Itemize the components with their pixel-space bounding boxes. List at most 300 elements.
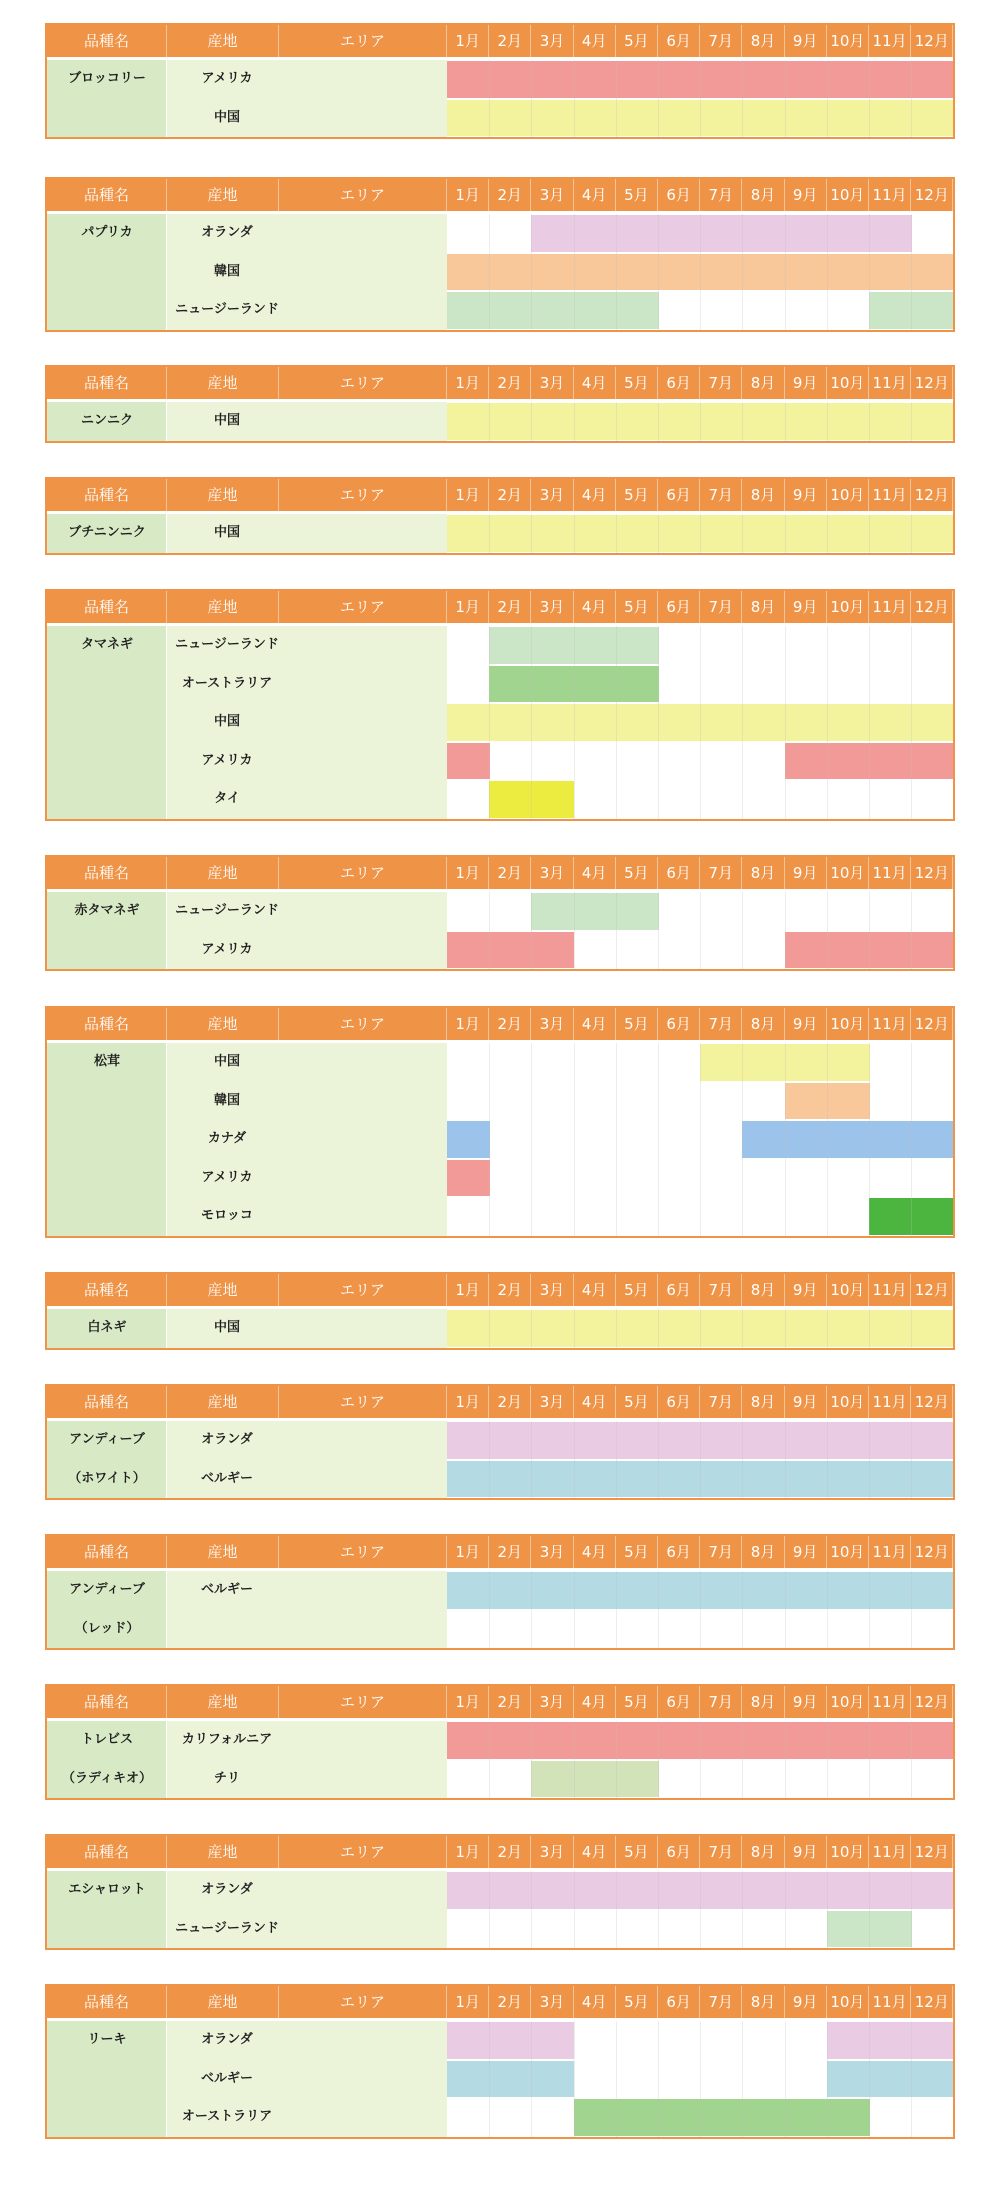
header-month: 7月 xyxy=(700,1986,742,2018)
header-month: 7月 xyxy=(700,591,742,623)
header-month: 6月 xyxy=(658,857,700,889)
availability-cell xyxy=(489,403,532,440)
month-divider xyxy=(827,1421,828,1500)
month-divider xyxy=(489,1309,490,1350)
availability-cell xyxy=(531,2061,574,2098)
month-divider xyxy=(574,2021,575,2139)
header-month: 2月 xyxy=(489,367,531,399)
month-divider xyxy=(616,2021,617,2139)
month-divider xyxy=(742,214,743,332)
availability-cell xyxy=(658,1422,701,1459)
table-header xyxy=(47,1386,953,1418)
availability-cell xyxy=(531,1761,574,1798)
availability-cell xyxy=(869,704,912,741)
month-divider xyxy=(658,402,659,443)
availability-cell xyxy=(911,1572,954,1609)
header-month: 10月 xyxy=(827,1008,869,1040)
origin-label: 中国 xyxy=(213,413,240,428)
availability-cell xyxy=(531,215,574,252)
availability-cell xyxy=(869,1310,912,1347)
header-month: 11月 xyxy=(869,1686,911,1718)
month-divider xyxy=(658,1871,659,1950)
origin-label: 中国 xyxy=(213,109,240,125)
header-month: 6月 xyxy=(658,479,700,511)
availability-cell xyxy=(785,1572,828,1609)
header-month: 4月 xyxy=(574,1274,616,1306)
month-divider xyxy=(785,1421,786,1500)
availability-cell xyxy=(827,2022,870,2059)
availability-cell xyxy=(574,100,617,137)
header-month: 2月 xyxy=(489,25,531,57)
availability-cell xyxy=(616,893,659,930)
month-divider xyxy=(911,626,912,821)
header-name: 品種名 xyxy=(47,1536,167,1568)
header-origin: 産地 xyxy=(167,1986,279,2018)
header-month: 9月 xyxy=(785,1986,827,2018)
header-month: 5月 xyxy=(616,367,658,399)
availability-cell xyxy=(658,515,701,552)
header-month: 5月 xyxy=(616,1386,658,1418)
availability-cell xyxy=(827,1422,870,1459)
month-divider xyxy=(785,1309,786,1350)
availability-cell xyxy=(911,704,954,741)
availability-cell xyxy=(700,515,743,552)
month-divider xyxy=(869,1309,870,1350)
header-area: エリア xyxy=(279,1008,447,1040)
header-month: 12月 xyxy=(911,1536,953,1568)
availability-cell xyxy=(489,1572,532,1609)
header-month: 5月 xyxy=(616,179,658,211)
availability-cell xyxy=(489,254,532,291)
header-month: 12月 xyxy=(911,591,953,623)
header-month: 1月 xyxy=(447,1386,489,1418)
availability-cell xyxy=(447,1722,490,1759)
month-divider xyxy=(700,2021,701,2139)
header-area: エリア xyxy=(279,591,447,623)
product-name: タマネギ xyxy=(80,637,133,652)
header-name: 品種名 xyxy=(47,1686,167,1718)
header-origin: 産地 xyxy=(167,1836,279,1868)
availability-cell xyxy=(700,1872,743,1909)
origin-label: 中国 xyxy=(213,1054,240,1069)
month-divider xyxy=(827,626,828,821)
availability-cell xyxy=(489,2061,532,2098)
availability-cell xyxy=(742,403,785,440)
header-name: 品種名 xyxy=(47,1986,167,2018)
month-divider xyxy=(574,626,575,821)
availability-cell xyxy=(489,2022,532,2059)
header-origin: 産地 xyxy=(167,1686,279,1718)
month-divider xyxy=(531,2021,532,2139)
availability-cell xyxy=(616,254,659,291)
header-month: 12月 xyxy=(911,479,953,511)
header-month: 12月 xyxy=(911,1274,953,1306)
header-area: エリア xyxy=(279,479,447,511)
header-month: 8月 xyxy=(742,1386,784,1418)
header-month: 3月 xyxy=(531,1686,573,1718)
availability-cell xyxy=(700,403,743,440)
header-month: 9月 xyxy=(785,857,827,889)
month-divider xyxy=(658,1421,659,1500)
header-month: 10月 xyxy=(827,479,869,511)
month-divider xyxy=(700,892,701,971)
availability-cell xyxy=(827,1044,870,1081)
availability-cell xyxy=(531,1572,574,1609)
availability-cell xyxy=(574,292,617,329)
header-area: エリア xyxy=(279,1536,447,1568)
header-month: 4月 xyxy=(574,1986,616,2018)
header-month: 2月 xyxy=(489,479,531,511)
header-month: 5月 xyxy=(616,1686,658,1718)
month-divider xyxy=(742,402,743,443)
availability-table xyxy=(45,1006,955,1238)
month-divider xyxy=(574,1871,575,1950)
availability-cell xyxy=(658,61,701,98)
month-divider xyxy=(489,1043,490,1238)
month-divider xyxy=(827,214,828,332)
header-month: 6月 xyxy=(658,1836,700,1868)
availability-cell xyxy=(531,1872,574,1909)
month-divider xyxy=(700,1571,701,1650)
header-month: 6月 xyxy=(658,1008,700,1040)
origin-label: アメリカ xyxy=(201,941,253,957)
availability-cell xyxy=(742,1310,785,1347)
availability-cell xyxy=(869,1198,912,1235)
availability-cell xyxy=(531,61,574,98)
month-divider xyxy=(489,60,490,139)
header-month: 5月 xyxy=(616,1274,658,1306)
header-month: 8月 xyxy=(742,1686,784,1718)
month-divider xyxy=(531,626,532,821)
availability-cell xyxy=(531,1722,574,1759)
header-month: 10月 xyxy=(827,1836,869,1868)
header-month: 3月 xyxy=(531,1986,573,2018)
availability-cell xyxy=(531,1422,574,1459)
availability-cell xyxy=(785,215,828,252)
header-month: 9月 xyxy=(785,1536,827,1568)
month-divider xyxy=(785,1571,786,1650)
availability-table xyxy=(45,1384,955,1500)
header-month: 7月 xyxy=(700,25,742,57)
availability-cell xyxy=(827,1083,870,1120)
header-month: 1月 xyxy=(447,1836,489,1868)
availability-cell xyxy=(911,1310,954,1347)
header-month: 4月 xyxy=(574,1836,616,1868)
availability-cell xyxy=(574,893,617,930)
availability-cell xyxy=(742,2099,785,2136)
header-month: 11月 xyxy=(869,591,911,623)
header-month: 9月 xyxy=(785,1274,827,1306)
availability-cell xyxy=(574,1761,617,1798)
header-month: 9月 xyxy=(785,1686,827,1718)
header-month: 12月 xyxy=(911,1986,953,2018)
header-month: 10月 xyxy=(827,1536,869,1568)
availability-cell xyxy=(827,932,870,969)
availability-cell xyxy=(531,254,574,291)
header-month: 5月 xyxy=(616,1008,658,1040)
availability-table xyxy=(45,589,955,821)
availability-cell xyxy=(489,1310,532,1347)
month-divider xyxy=(742,1871,743,1950)
header-month: 6月 xyxy=(658,1274,700,1306)
month-divider xyxy=(489,402,490,443)
availability-cell xyxy=(700,61,743,98)
availability-cell xyxy=(447,100,490,137)
header-month: 5月 xyxy=(616,1986,658,2018)
month-divider xyxy=(489,1721,490,1800)
availability-cell xyxy=(700,1310,743,1347)
availability-cell xyxy=(700,704,743,741)
availability-cell xyxy=(869,1911,912,1948)
month-divider xyxy=(911,514,912,555)
header-month: 10月 xyxy=(827,1986,869,2018)
availability-cell xyxy=(827,61,870,98)
availability-cell xyxy=(658,1310,701,1347)
availability-cell xyxy=(447,1872,490,1909)
header-month: 10月 xyxy=(827,857,869,889)
availability-table xyxy=(45,365,955,443)
month-divider xyxy=(700,1721,701,1800)
header-month: 10月 xyxy=(827,1274,869,1306)
header-month: 7月 xyxy=(700,1836,742,1868)
month-divider xyxy=(827,1043,828,1238)
header-area: エリア xyxy=(279,1686,447,1718)
availability-cell xyxy=(911,1722,954,1759)
month-divider xyxy=(700,402,701,443)
header-month: 2月 xyxy=(489,1008,531,1040)
header-month: 7月 xyxy=(700,857,742,889)
month-divider xyxy=(869,1721,870,1800)
availability-cell xyxy=(658,100,701,137)
month-divider xyxy=(616,60,617,139)
month-divider xyxy=(742,1309,743,1350)
origin-label: カナダ xyxy=(207,1131,247,1146)
month-divider xyxy=(869,892,870,971)
origin-label: オランダ xyxy=(201,2032,253,2047)
header-month: 3月 xyxy=(531,857,573,889)
month-divider xyxy=(574,1721,575,1800)
header-month: 11月 xyxy=(869,1008,911,1040)
availability-table xyxy=(45,1534,955,1650)
month-divider xyxy=(827,1721,828,1800)
availability-cell xyxy=(869,1872,912,1909)
availability-cell xyxy=(658,1872,701,1909)
header-month: 8月 xyxy=(742,857,784,889)
product-name: ニンニク xyxy=(80,413,133,428)
header-month: 1月 xyxy=(447,857,489,889)
header-month: 8月 xyxy=(742,1008,784,1040)
availability-cell xyxy=(869,2061,912,2098)
availability-cell xyxy=(911,743,954,780)
availability-cell xyxy=(827,215,870,252)
header-month: 2月 xyxy=(489,1686,531,1718)
header-month: 11月 xyxy=(869,1274,911,1306)
availability-cell xyxy=(700,2099,743,2136)
month-divider xyxy=(616,1571,617,1650)
header-month: 8月 xyxy=(742,1986,784,2018)
month-divider xyxy=(742,626,743,821)
month-divider xyxy=(489,514,490,555)
availability-cell xyxy=(489,1872,532,1909)
header-month: 11月 xyxy=(869,367,911,399)
month-divider xyxy=(574,1571,575,1650)
header-month: 11月 xyxy=(869,1386,911,1418)
availability-cell xyxy=(785,1872,828,1909)
availability-cell xyxy=(827,1872,870,1909)
availability-cell xyxy=(616,1461,659,1498)
availability-cell xyxy=(574,666,617,703)
availability-cell xyxy=(700,1422,743,1459)
month-divider xyxy=(742,892,743,971)
availability-cell xyxy=(911,932,954,969)
header-month: 3月 xyxy=(531,1386,573,1418)
header-name: 品種名 xyxy=(47,1836,167,1868)
availability-cell xyxy=(616,292,659,329)
availability-cell xyxy=(447,1121,490,1158)
table-header xyxy=(47,479,953,511)
month-divider xyxy=(574,514,575,555)
month-divider xyxy=(869,514,870,555)
header-area: エリア xyxy=(279,179,447,211)
availability-table xyxy=(45,1272,955,1350)
month-divider xyxy=(489,1871,490,1950)
availability-cell xyxy=(531,666,574,703)
month-divider xyxy=(700,214,701,332)
origin-label: タイ xyxy=(214,791,240,806)
month-divider xyxy=(827,514,828,555)
table-header xyxy=(47,1536,953,1568)
availability-cell xyxy=(616,2099,659,2136)
month-divider xyxy=(869,214,870,332)
availability-cell xyxy=(700,100,743,137)
availability-cell xyxy=(742,215,785,252)
availability-cell xyxy=(785,932,828,969)
header-month: 10月 xyxy=(827,1386,869,1418)
header-origin: 産地 xyxy=(167,1536,279,1568)
month-divider xyxy=(827,1571,828,1650)
header-origin: 産地 xyxy=(167,479,279,511)
availability-cell xyxy=(911,515,954,552)
month-divider xyxy=(911,1043,912,1238)
origin-label: オーストラリア xyxy=(181,2109,273,2124)
header-origin: 産地 xyxy=(167,179,279,211)
availability-cell xyxy=(489,100,532,137)
header-month: 5月 xyxy=(616,1536,658,1568)
header-month: 3月 xyxy=(531,367,573,399)
month-divider xyxy=(531,214,532,332)
month-divider xyxy=(531,60,532,139)
availability-cell xyxy=(869,1121,912,1158)
availability-cell xyxy=(489,292,532,329)
month-divider xyxy=(869,1421,870,1500)
header-month: 8月 xyxy=(742,367,784,399)
month-divider xyxy=(827,60,828,139)
product-name: 白ネギ xyxy=(87,1320,127,1335)
availability-cell xyxy=(531,704,574,741)
availability-cell xyxy=(531,627,574,664)
table-header xyxy=(47,1836,953,1868)
availability-cell xyxy=(447,1160,490,1197)
header-month: 9月 xyxy=(785,25,827,57)
availability-cell xyxy=(827,1572,870,1609)
origin-label: ニュージーランド xyxy=(175,302,279,317)
product-name: アンディーブ xyxy=(69,1582,145,1597)
header-month: 5月 xyxy=(616,1836,658,1868)
availability-cell xyxy=(616,666,659,703)
header-area: エリア xyxy=(279,857,447,889)
header-month: 12月 xyxy=(911,367,953,399)
month-divider xyxy=(658,1043,659,1238)
month-divider xyxy=(911,1871,912,1950)
availability-cell xyxy=(574,2099,617,2136)
availability-cell xyxy=(785,61,828,98)
header-origin: 産地 xyxy=(167,25,279,57)
availability-cell xyxy=(489,515,532,552)
availability-cell xyxy=(616,1572,659,1609)
header-month: 2月 xyxy=(489,857,531,889)
availability-cell xyxy=(827,1121,870,1158)
availability-cell xyxy=(827,2099,870,2136)
header-month: 12月 xyxy=(911,857,953,889)
header-month: 2月 xyxy=(489,1986,531,2018)
month-divider xyxy=(911,1721,912,1800)
header-origin: 産地 xyxy=(167,1008,279,1040)
month-divider xyxy=(700,60,701,139)
table-header xyxy=(47,1686,953,1718)
month-divider xyxy=(785,214,786,332)
header-month: 11月 xyxy=(869,857,911,889)
product-name: トレビス xyxy=(80,1732,133,1747)
month-divider xyxy=(531,1421,532,1500)
availability-cell xyxy=(489,61,532,98)
availability-cell xyxy=(785,403,828,440)
availability-cell xyxy=(658,2099,701,2136)
header-month: 2月 xyxy=(489,179,531,211)
header-month: 9月 xyxy=(785,1836,827,1868)
month-divider xyxy=(616,1421,617,1500)
month-divider xyxy=(700,626,701,821)
availability-cell xyxy=(742,1422,785,1459)
table-header xyxy=(47,25,953,57)
availability-cell xyxy=(447,254,490,291)
month-divider xyxy=(616,1721,617,1800)
header-month: 8月 xyxy=(742,1836,784,1868)
month-divider xyxy=(616,1043,617,1238)
header-month: 10月 xyxy=(827,179,869,211)
month-divider xyxy=(574,1043,575,1238)
availability-cell xyxy=(616,100,659,137)
month-divider xyxy=(911,892,912,971)
availability-cell xyxy=(742,254,785,291)
header-month: 12月 xyxy=(911,1008,953,1040)
availability-cell xyxy=(742,1572,785,1609)
product-name: パプリカ xyxy=(81,225,133,240)
availability-cell xyxy=(869,1572,912,1609)
availability-cell xyxy=(911,100,954,137)
availability-cell xyxy=(616,1310,659,1347)
month-divider xyxy=(574,1421,575,1500)
origin-label: 韓国 xyxy=(213,1092,240,1108)
availability-table xyxy=(45,1684,955,1800)
availability-cell xyxy=(658,254,701,291)
header-month: 1月 xyxy=(447,179,489,211)
month-divider xyxy=(489,892,490,971)
header-month: 7月 xyxy=(700,367,742,399)
month-divider xyxy=(531,402,532,443)
month-divider xyxy=(742,1421,743,1500)
header-month: 4月 xyxy=(574,857,616,889)
month-divider xyxy=(574,214,575,332)
